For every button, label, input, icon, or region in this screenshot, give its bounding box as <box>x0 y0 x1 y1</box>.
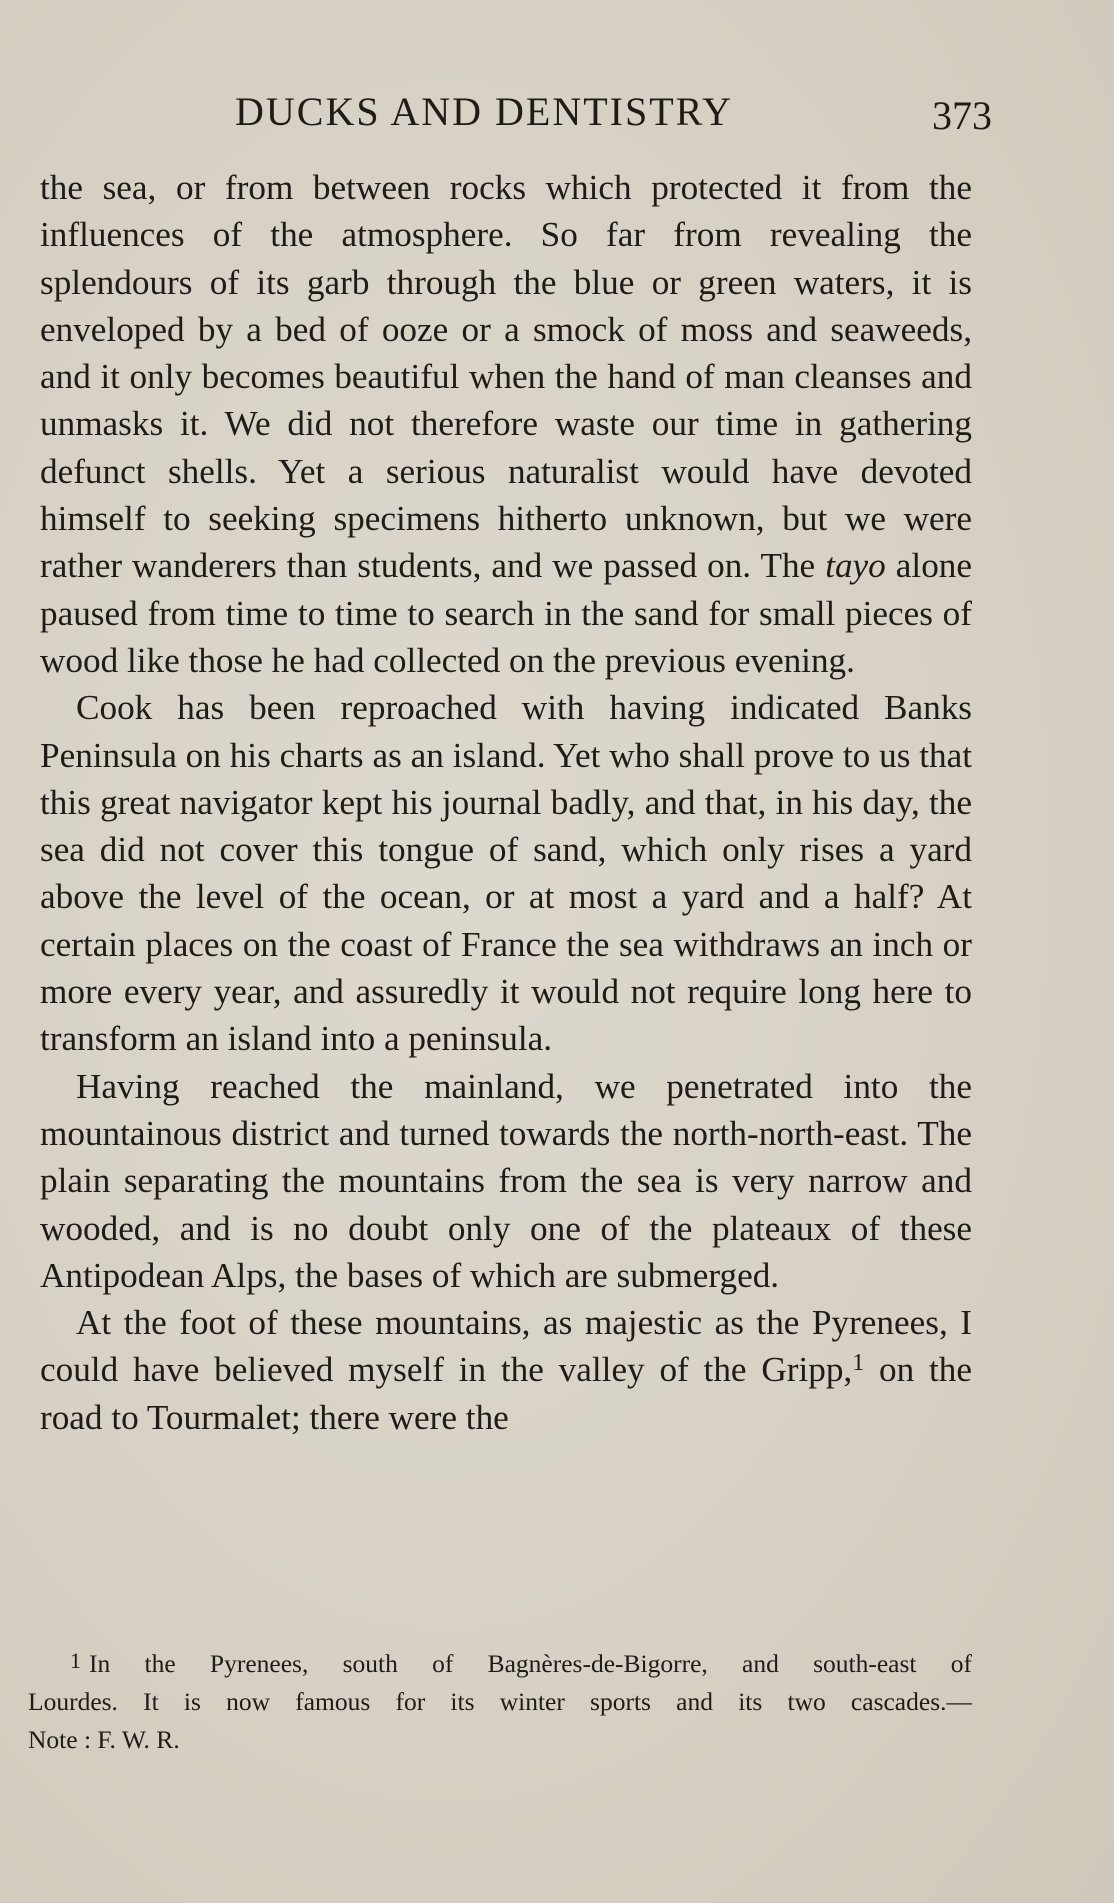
paragraph-4 <box>40 1299 972 1441</box>
paragraph-4-text-a: At the foot of these mountains, as majestic as the Pyrenees, I could have believed myself in the valley of the Gripp, <box>40 1303 972 1390</box>
paragraph-1-text-b: alone paused from time to time to search in the sand for small pieces of wood like those he had collected on the previous evening. <box>40 546 972 680</box>
footnote-reference: 1 <box>852 1350 865 1377</box>
paragraph-1 <box>40 164 972 684</box>
page-number: 373 <box>932 93 992 138</box>
footnote-line-2: Lourdes. It is now famous for its winter sports and its two cascades.— <box>28 1687 972 1716</box>
footnote-line-3: Note : F. W. R. <box>28 1725 180 1754</box>
footnote-text-1: In the Pyrenees, south of Bagnères-de-Bigorre, and south-east of <box>89 1649 972 1678</box>
paragraph-1-text-a: the sea, or from between rocks which protected it from the influences of the atmosphere. So far from revealing the splendours of its garb through the blue or green waters, it is enveloped by a bed of ooze or a smock of moss and seaweeds, and it only becomes beautiful when the hand of man cleanses and unmasks it. We did not therefore waste our time in gathering defunct shells. Yet a serious naturalist would have devoted himself to seeking specimens hitherto unknown, but we were rather wanderers than students, and we passed on. The <box>40 168 972 586</box>
paragraph-4-text-b: on the road to Tourmalet; there were the <box>40 1350 972 1437</box>
paragraph-2: Cook has been reproached with having indicated Banks Peninsula on his charts as an island. Yet who shall prove to us that this great navigator kept his journal badly, and that, in his day, the sea did not cover this tongue of sand, which only rises a yard above the level of the ocean, or at most a yard and a half? At certain places on the coast of France the sea withdraws an inch or more every year, and assuredly it would not require long here to transform an island into a peninsula. <box>40 688 972 1059</box>
running-title: DUCKS AND DENTISTRY <box>235 89 734 134</box>
footnote <box>28 1642 972 1759</box>
footnote-number: 1 <box>70 1648 81 1673</box>
italic-term: tayo <box>825 546 886 586</box>
footnote-line-1 <box>28 1642 972 1683</box>
paragraph-3: Having reached the mainland, we penetrated into the mountainous district and turned towards the north-north-east. The plain separating the mountains from the sea is very narrow and wooded, and is no doubt only one of the plateaux of these Antipodean Alps, the bases of which are submerged. <box>40 1066 972 1295</box>
running-head <box>40 88 992 138</box>
body-text <box>40 164 972 1441</box>
